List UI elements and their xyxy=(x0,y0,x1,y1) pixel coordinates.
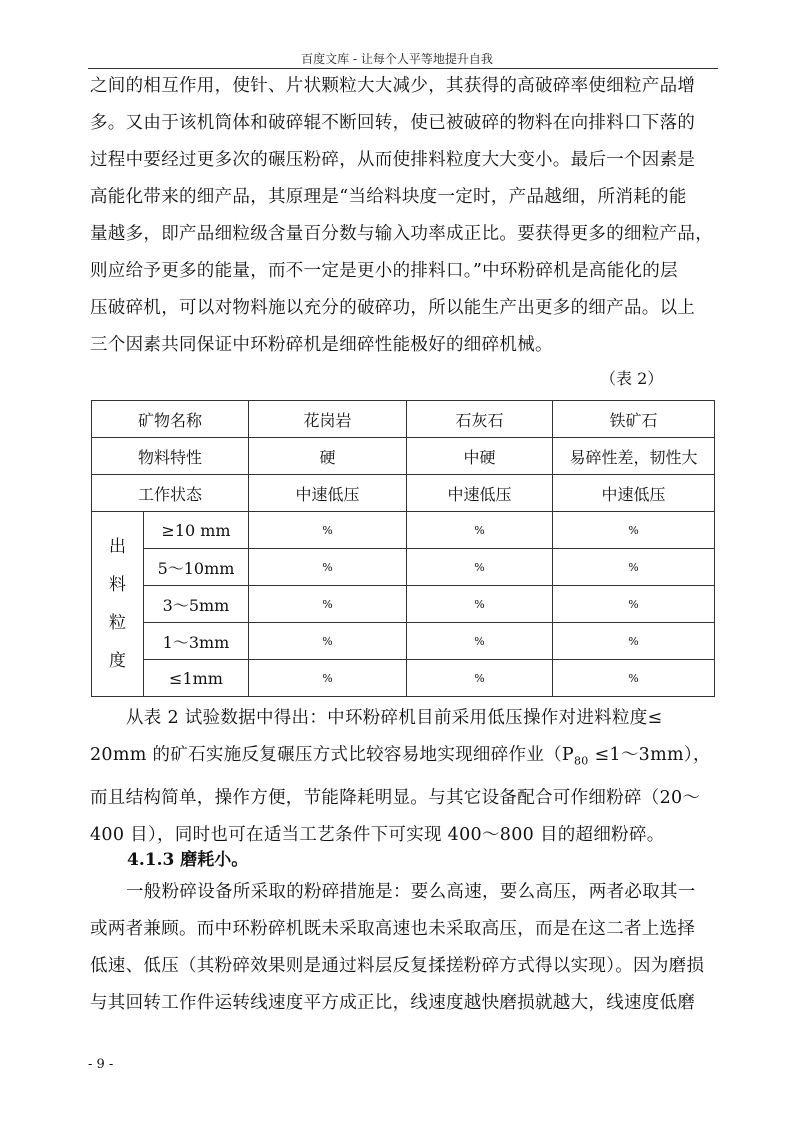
table-cell: 铁矿石 xyxy=(553,401,715,438)
text-line: 从表 2 试验数据中得出：中环粉碎机目前采用低压操作对进料粒度≤ xyxy=(126,708,663,728)
table-cell: % xyxy=(553,623,715,660)
table-row xyxy=(92,660,715,697)
results-table xyxy=(91,400,715,697)
text-segment: 20mm 的矿石实施反复碾压方式比较容易地实现细碎作业（P xyxy=(90,745,574,765)
text-line xyxy=(90,737,720,780)
table-row xyxy=(92,586,715,623)
text-segment: ≤1～3mm）， xyxy=(588,745,711,765)
text-line: 则应给予更多的能量，而不一定是更小的排料口。”中环粉碎机是高能化的层 xyxy=(90,261,678,281)
row-label-mineral: 矿物名称 xyxy=(92,401,249,438)
table-cell: % xyxy=(553,660,715,697)
subscript: 80 xyxy=(574,754,589,768)
text-line: 低速、低压（其粉碎效果则是通过料层反复揉搓粉碎方式得以实现）。因为磨损 xyxy=(90,956,705,976)
table-cell: 中速低压 xyxy=(553,475,715,512)
table-cell: % xyxy=(407,660,553,697)
text-line: 而且结构简单，操作方便，节能降耗明显。与其它设备配合可作细粉碎（20～ xyxy=(90,787,701,808)
table-cell: % xyxy=(553,549,715,586)
text-line: 或两者兼顾。而中环粉碎机既未采取高速也未采取高压，而是在这二者上选择 xyxy=(90,919,696,939)
text-line: 之间的相互作用，使针、片状颗粒大大减少，其获得的高破碎率使细粒产品增 xyxy=(90,76,696,96)
table-row xyxy=(92,401,715,438)
text-line: 压破碎机，可以对物料施以充分的破碎功，所以能生产出更多的细产品。以上 xyxy=(90,298,696,318)
page-number: - 9 - xyxy=(88,1057,114,1072)
table-caption: （表 2） xyxy=(600,369,664,388)
size-label: ≥10 mm xyxy=(144,512,249,549)
table-row xyxy=(92,475,715,512)
text-line: 与其回转工作件运转线速度平方成正比，线速度越快磨损就越大，线速度低磨 xyxy=(90,993,696,1013)
table-cell: % xyxy=(407,549,553,586)
table-cell: 硬 xyxy=(249,438,407,475)
size-label: 5～10mm xyxy=(144,549,249,586)
table-row xyxy=(92,438,715,475)
table-row xyxy=(92,549,715,586)
table-cell: % xyxy=(553,586,715,623)
text-line: 多。又由于该机筒体和破碎辊不断回转，使已被破碎的物料在向排料口下落的 xyxy=(90,113,696,133)
table-cell: % xyxy=(553,512,715,549)
table-cell: 中硬 xyxy=(407,438,553,475)
group-label-char: 度 xyxy=(109,651,126,671)
table-cell: % xyxy=(249,549,407,586)
wear-paragraph xyxy=(90,874,720,1022)
text-line: 高能化带来的细产品，其原理是“当给料块度一定时，产品越细，所消耗的能 xyxy=(90,187,687,207)
section-heading: 4.1.3 磨耗小。 xyxy=(127,850,249,870)
table-cell: 花岗岩 xyxy=(249,401,407,438)
page-header: 百度文库 - 让每个人平等地提升自我 xyxy=(301,52,493,66)
text-line: 一般粉碎设备所采取的粉碎措施是：要么高速，要么高压，两者必取其一 xyxy=(126,882,696,902)
size-label: 3～5mm xyxy=(144,586,249,623)
table-cell: % xyxy=(407,623,553,660)
row-label-state: 工作状态 xyxy=(92,475,249,512)
table-cell: % xyxy=(249,660,407,697)
conclusion-paragraph xyxy=(90,700,720,854)
text-line: 量越多，即产品细粒级含量百分数与输入功率成正比。要获得更多的细粒产品， xyxy=(90,224,713,244)
table-cell: 中速低压 xyxy=(407,475,553,512)
table-cell: % xyxy=(249,512,407,549)
table-cell: 易碎性差，韧性大 xyxy=(553,438,715,475)
table-cell: % xyxy=(249,623,407,660)
intro-paragraph xyxy=(90,68,720,364)
group-label-char: 粒 xyxy=(109,613,126,633)
table-cell: % xyxy=(407,586,553,623)
table-cell: 中速低压 xyxy=(249,475,407,512)
size-label: ≤1mm xyxy=(144,660,249,697)
group-label-output-size xyxy=(92,512,144,697)
group-label-char: 出 xyxy=(109,537,126,557)
table-row xyxy=(92,512,715,549)
text-line: 400 目），同时也可在适当工艺条件下可实现 400～800 目的超细粉碎。 xyxy=(90,824,665,845)
size-label: 1～3mm xyxy=(144,623,249,660)
table-cell: % xyxy=(249,586,407,623)
text-line: 三个因素共同保证中环粉碎机是细碎性能极好的细碎机械。 xyxy=(90,335,553,355)
table-cell: 石灰石 xyxy=(407,401,553,438)
row-label-property: 物料特性 xyxy=(92,438,249,475)
table-cell: % xyxy=(407,512,553,549)
text-line: 过程中要经过更多次的碾压粉碎，从而使排料粒度大大变小。最后一个因素是 xyxy=(90,150,696,170)
group-label-char: 料 xyxy=(109,575,126,595)
table-row xyxy=(92,623,715,660)
